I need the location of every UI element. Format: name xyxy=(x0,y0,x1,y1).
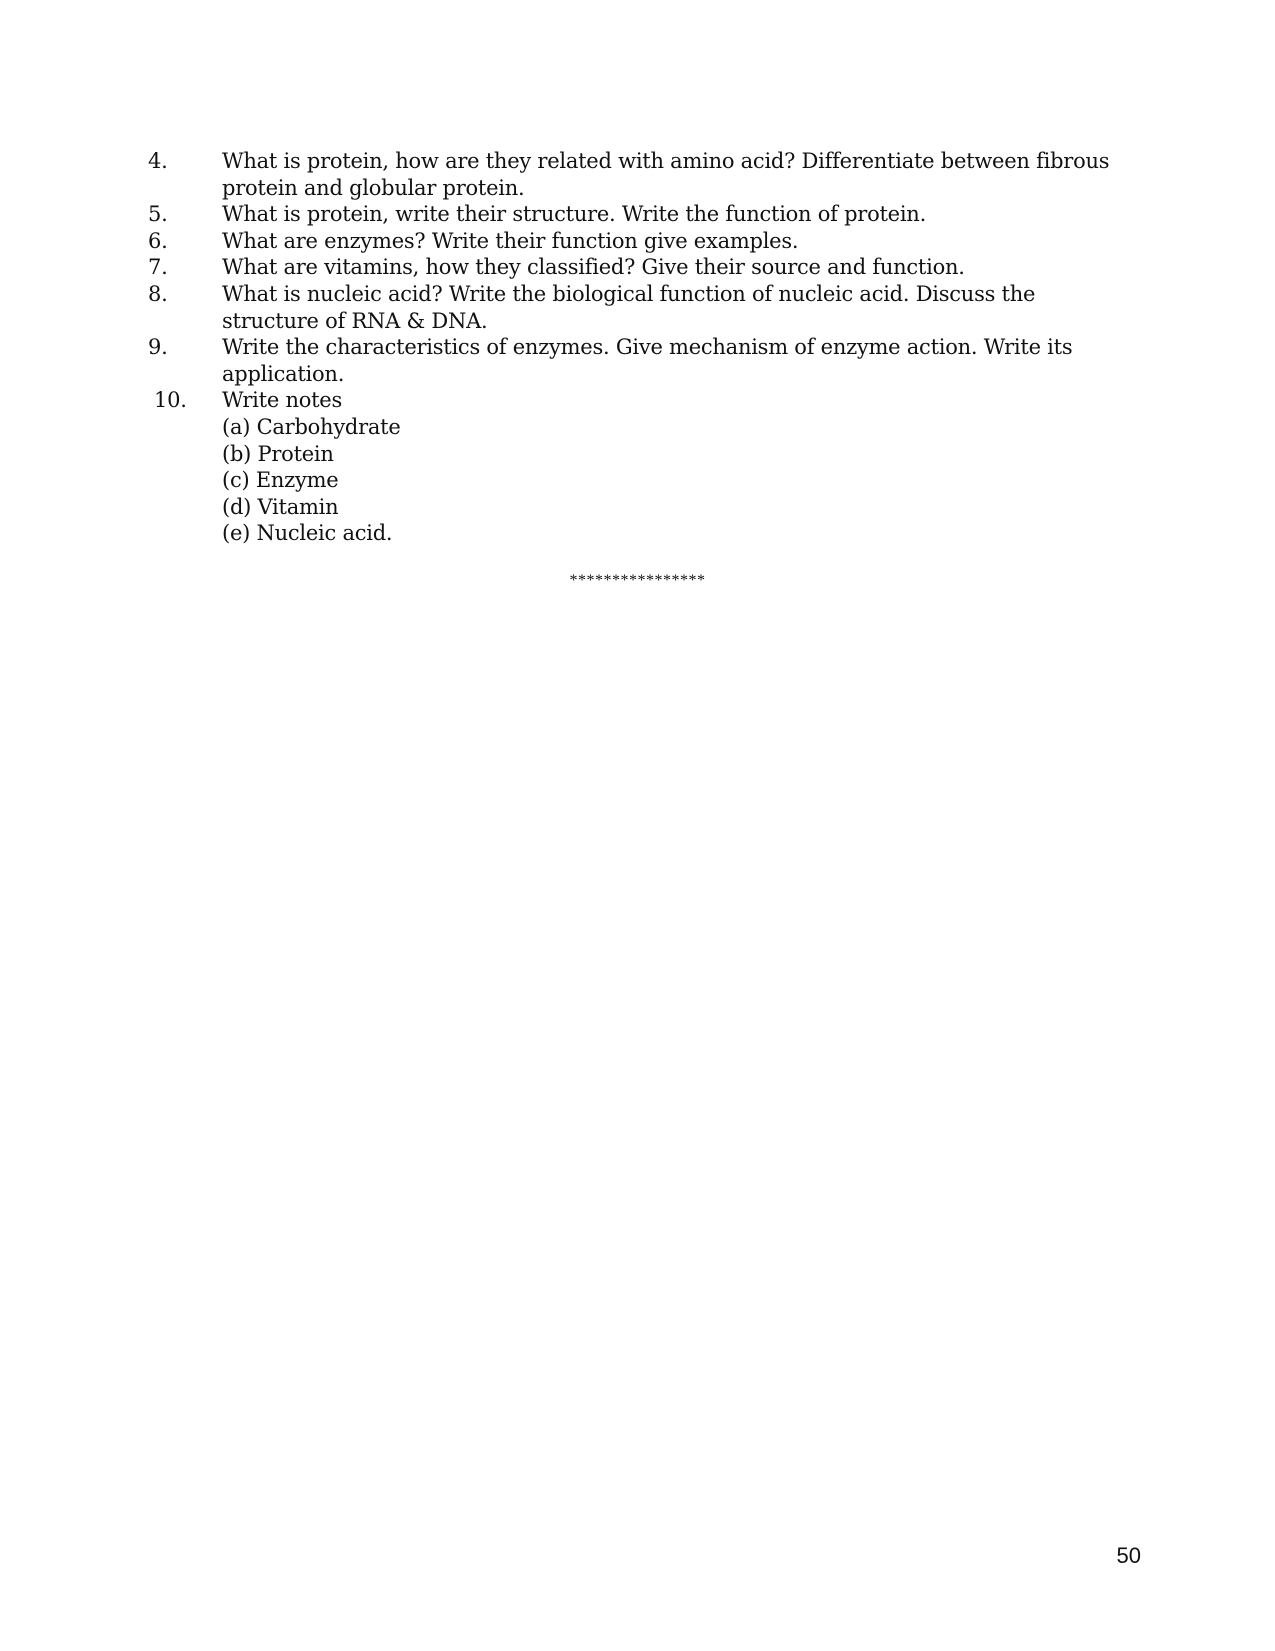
question-number: 8. xyxy=(148,281,168,306)
question-item xyxy=(148,387,1138,547)
question-number: 4. xyxy=(148,149,168,173)
section-separator: **************** xyxy=(569,572,706,589)
notes-subitem-list xyxy=(222,414,1138,547)
question-item xyxy=(148,201,1138,228)
question-number: 7. xyxy=(148,255,168,280)
question-text: What is protein, write their structure. Write the function of protein. xyxy=(222,202,926,227)
question-text: Write the characteristics of enzymes. Give mechanism of enzyme action. Write its application. xyxy=(222,335,1073,386)
question-item xyxy=(148,148,1138,201)
question-text: What are vitamins, how they classified? Give their source and function. xyxy=(222,255,965,280)
question-number: 10. xyxy=(154,388,187,413)
notes-subitem: (a) Carbohydrate xyxy=(222,414,401,439)
question-text: What are enzymes? Write their function give examples. xyxy=(222,228,799,253)
question-number: 5. xyxy=(148,202,168,227)
page-number: 50 xyxy=(1116,1543,1141,1568)
notes-subitem: (b) Protein xyxy=(222,441,334,466)
question-text: What is nucleic acid? Write the biological function of nucleic acid. Discuss the structure of RNA & DNA. xyxy=(222,281,1036,333)
question-item xyxy=(148,281,1138,334)
question-list xyxy=(148,148,1138,547)
question-number: 9. xyxy=(148,335,168,360)
question-item xyxy=(148,254,1138,281)
notes-subitem: (d) Vitamin xyxy=(222,494,339,519)
question-text: Write notes xyxy=(222,388,342,413)
question-number: 6. xyxy=(148,228,168,253)
question-text: What is protein, how are they related with amino acid? Differentiate between fibrous protein and globular protein. xyxy=(222,149,1110,200)
question-item xyxy=(148,334,1138,387)
question-item xyxy=(148,228,1138,255)
notes-subitem: (c) Enzyme xyxy=(222,468,339,493)
notes-subitem: (e) Nucleic acid. xyxy=(222,521,393,546)
